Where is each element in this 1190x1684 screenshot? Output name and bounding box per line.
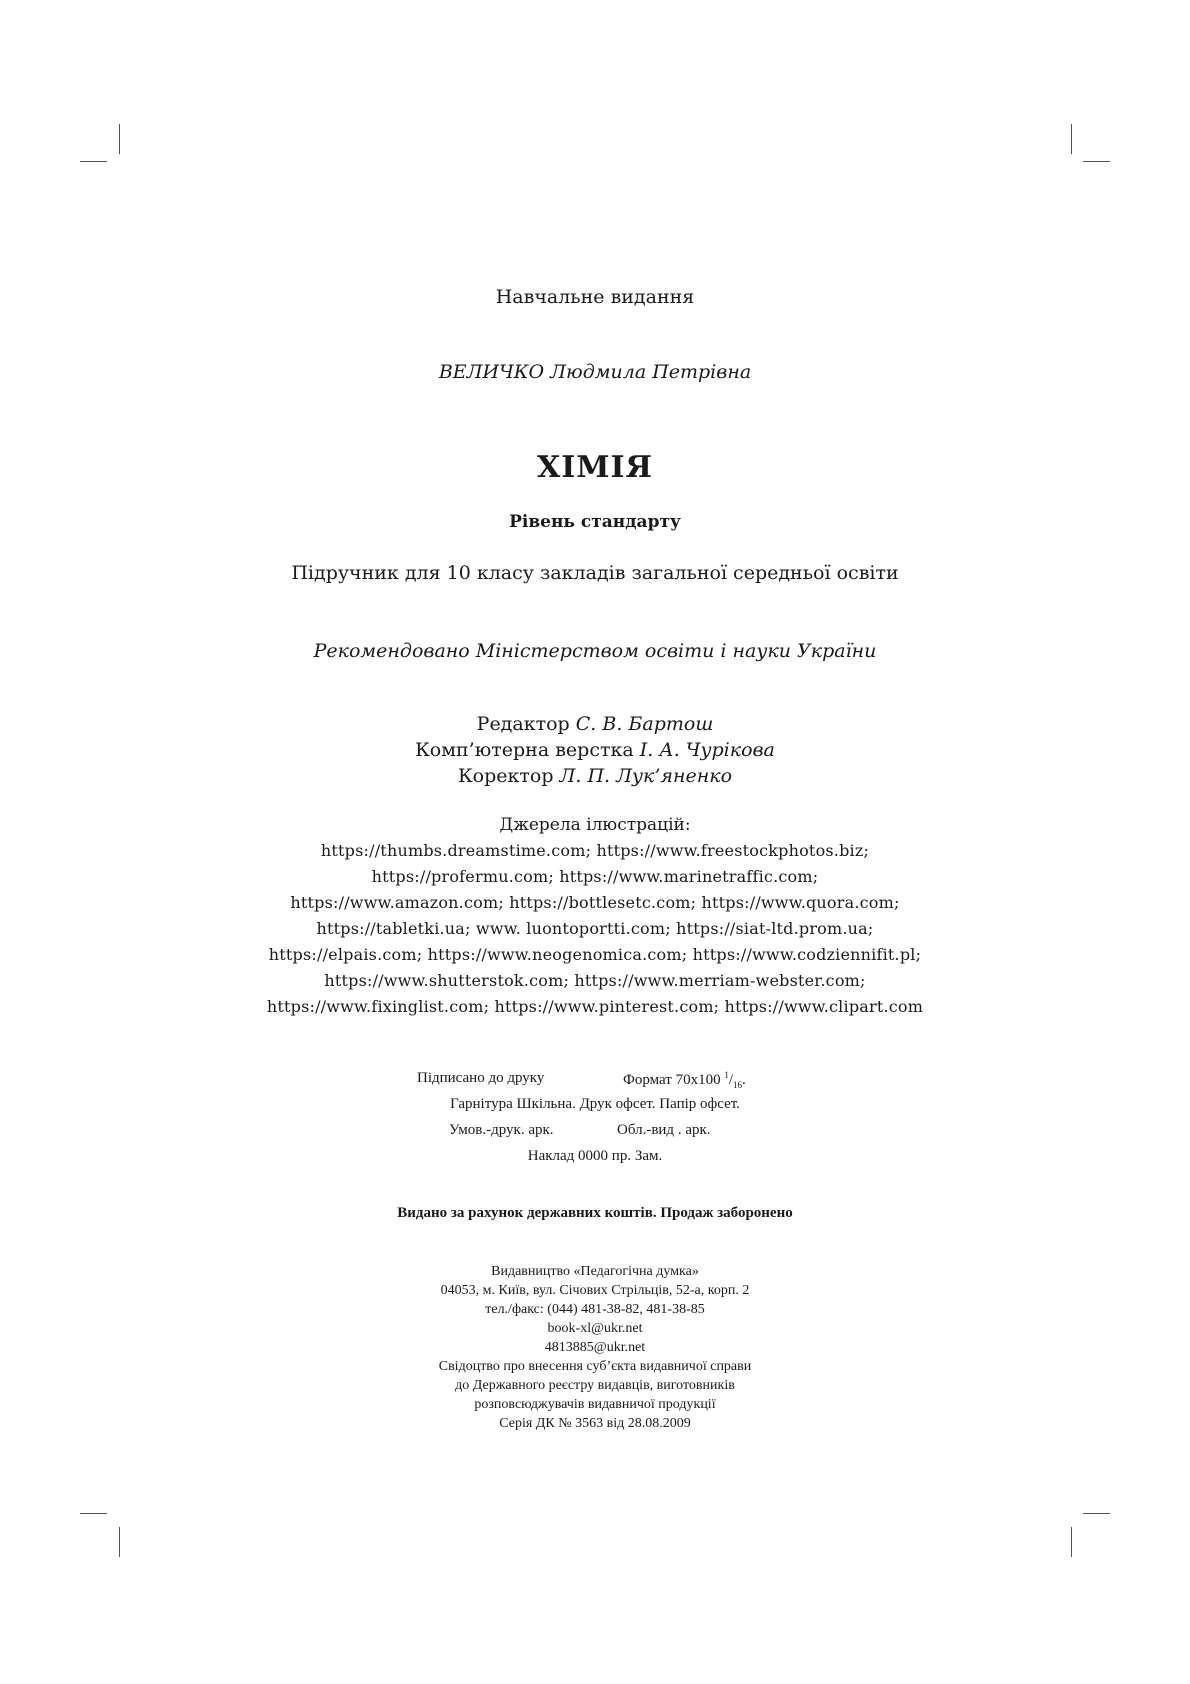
credit-name: І. А. Чурікова [639, 739, 775, 761]
signed-label: Підписано до друку [417, 1070, 545, 1086]
source-line: https://tabletki.ua; www. luontoportti.com; https://siat-ltd.prom.ua; [316, 919, 874, 938]
credit-name: Л. П. Лук’яненко [559, 765, 733, 787]
subtitle: Підручник для 10 класу закладів загальної середньої освіти [291, 562, 899, 584]
edition-type: Навчальне видання [495, 286, 695, 308]
source-line: https://elpais.com; https://www.neogenomica.com; https://www.codziennifit.pl; [268, 945, 922, 964]
imprint-run: Наклад 0000 пр. Зам. [527, 1148, 663, 1164]
crop-mark [80, 1513, 107, 1514]
credit-role: Комп’ютерна верстка [415, 739, 634, 761]
publisher-address: 04053, м. Київ, вул. Січових Стрільців, 52-а, корп. 2 [440, 1283, 750, 1298]
source-line: https://www.shutterstok.com; https://www.merriam-webster.com; [324, 971, 866, 990]
source-line: https://thumbs.dreamstime.com; https://www.freestockphotos.biz; [320, 841, 870, 860]
author [0, 361, 1190, 383]
publisher-phone: тел./факс: (044) 481-38-82, 481-38-85 [485, 1302, 705, 1317]
credit-role: Редактор [476, 713, 570, 735]
level: Рівень стандарту [509, 512, 681, 532]
crop-mark [1071, 124, 1072, 154]
imprint-typeface: Гарнітура Шкільна. Друк офсет. Папір офсет. [450, 1096, 740, 1112]
crop-mark [1083, 161, 1110, 162]
format-numerator: 1 [724, 1070, 729, 1080]
crop-mark [1071, 1527, 1072, 1557]
publisher-certificate: Свідоцтво про внесення суб’єкта видавничої справи [438, 1359, 752, 1374]
pub-sheets: Обл.-вид . арк. [617, 1122, 711, 1138]
credit-name: С. В. Бартош [575, 713, 714, 735]
source-line: https://www.fixinglist.com; https://www.pinterest.com; https://www.clipart.com [266, 997, 924, 1016]
format-end: . [742, 1072, 746, 1088]
crop-mark [119, 1527, 120, 1557]
author-surname: ВЕЛИЧКО [438, 361, 545, 383]
publisher-certificate-series: Серія ДК № 3563 від 28.08.2009 [499, 1416, 691, 1431]
publisher-email: 4813885@ukr.net [544, 1340, 646, 1355]
credit-layout [0, 739, 1190, 761]
publisher-email: book-xl@ukr.net [547, 1321, 643, 1336]
credit-editor [0, 713, 1190, 735]
publisher-name: Видавництво «Педагогічна думка» [491, 1264, 699, 1279]
author-name: Людмила Петрівна [550, 361, 752, 383]
format: Формат 70х100 $^1/_{16}$. [623, 1070, 746, 1090]
format-label: Формат 70х100 [623, 1072, 721, 1088]
source-line: https://www.amazon.com; https://bottlesetc.com; https://www.quora.com; [290, 893, 900, 912]
crop-mark [80, 161, 107, 162]
print-sheets: Умов.-друк. арк. [449, 1122, 554, 1138]
book-title: ХІМІЯ [536, 450, 653, 485]
state-funding-notice: Видано за рахунок державних коштів. Продаж заборонено [397, 1205, 793, 1221]
credit-proofreader [0, 765, 1190, 787]
crop-mark [119, 124, 120, 154]
recommendation: Рекомендовано Міністерством освіти і науки України [313, 640, 877, 662]
publisher-certificate: до Державного реєстру видавців, виготовників [455, 1378, 735, 1393]
credit-role: Коректор [457, 765, 554, 787]
publisher-certificate: розповсюджувачів видавничої продукції [474, 1397, 716, 1412]
format-denominator: 16 [733, 1080, 743, 1090]
sources-heading: Джерела ілюстрацій: [499, 815, 691, 835]
source-line: https://profermu.com; https://www.marinetraffic.com; [371, 867, 819, 886]
crop-mark [1083, 1513, 1110, 1514]
